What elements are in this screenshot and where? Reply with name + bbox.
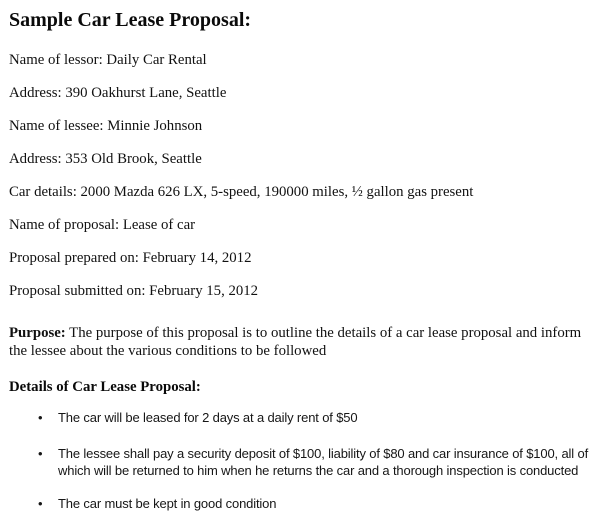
field-label: Address:	[9, 151, 62, 167]
bullet-dot-icon: •	[38, 496, 43, 511]
field-value: Lease of car	[122, 217, 196, 233]
bullet-text: The car will be leased for 2 days at a daily rent of $50	[58, 410, 358, 425]
field-label: Address:	[9, 85, 62, 101]
bullet-text: The lessee shall pay a security deposit of $100, liability of $80 and car insurance of $100, all of which will be returned to him when he returns the car and a thorough inspection is conducted	[58, 446, 589, 478]
purpose-label: Purpose:	[9, 325, 66, 341]
details-heading: Details of Car Lease Proposal:	[9, 379, 201, 395]
field-value: February 14, 2012	[142, 250, 252, 266]
field-value: Minnie Johnson	[107, 118, 203, 134]
field-submitted-date	[9, 282, 594, 300]
bullet-item-lease-term	[38, 409, 594, 426]
bullet-text: The car must be kept in good condition	[58, 496, 277, 511]
field-label: Car details:	[9, 184, 77, 200]
bullet-item-condition	[38, 495, 594, 512]
field-label: Name of lessor:	[9, 52, 103, 68]
purpose-paragraph	[9, 324, 594, 360]
field-value: 2000 Mazda 626 LX, 5-speed, 190000 miles, ½ gallon gas present	[80, 184, 474, 200]
document-title: Sample Car Lease Proposal:	[9, 9, 252, 31]
field-proposal-name	[9, 216, 594, 234]
field-value: 390 Oakhurst Lane, Seattle	[65, 85, 227, 101]
field-lessor-address	[9, 84, 594, 102]
details-bullet-list	[9, 409, 594, 512]
field-value: February 15, 2012	[149, 283, 259, 299]
field-value: Daily Car Rental	[106, 52, 207, 68]
purpose-text: The purpose of this proposal is to outline the details of a car lease proposal and inform the lessee about the various conditions to be followed	[9, 325, 582, 359]
field-lessor-name	[9, 51, 594, 69]
field-prepared-date	[9, 249, 594, 267]
bullet-dot-icon: •	[38, 410, 43, 425]
field-label: Proposal prepared on:	[9, 250, 139, 266]
field-lessee-address	[9, 150, 594, 168]
bullet-dot-icon: •	[38, 446, 43, 461]
field-value: 353 Old Brook, Seattle	[65, 151, 202, 167]
field-label: Proposal submitted on:	[9, 283, 146, 299]
field-label: Name of proposal:	[9, 217, 120, 233]
bullet-item-deposit	[38, 445, 594, 479]
field-lessee-name	[9, 117, 594, 135]
field-car-details	[9, 183, 594, 201]
field-label: Name of lessee:	[9, 118, 104, 134]
